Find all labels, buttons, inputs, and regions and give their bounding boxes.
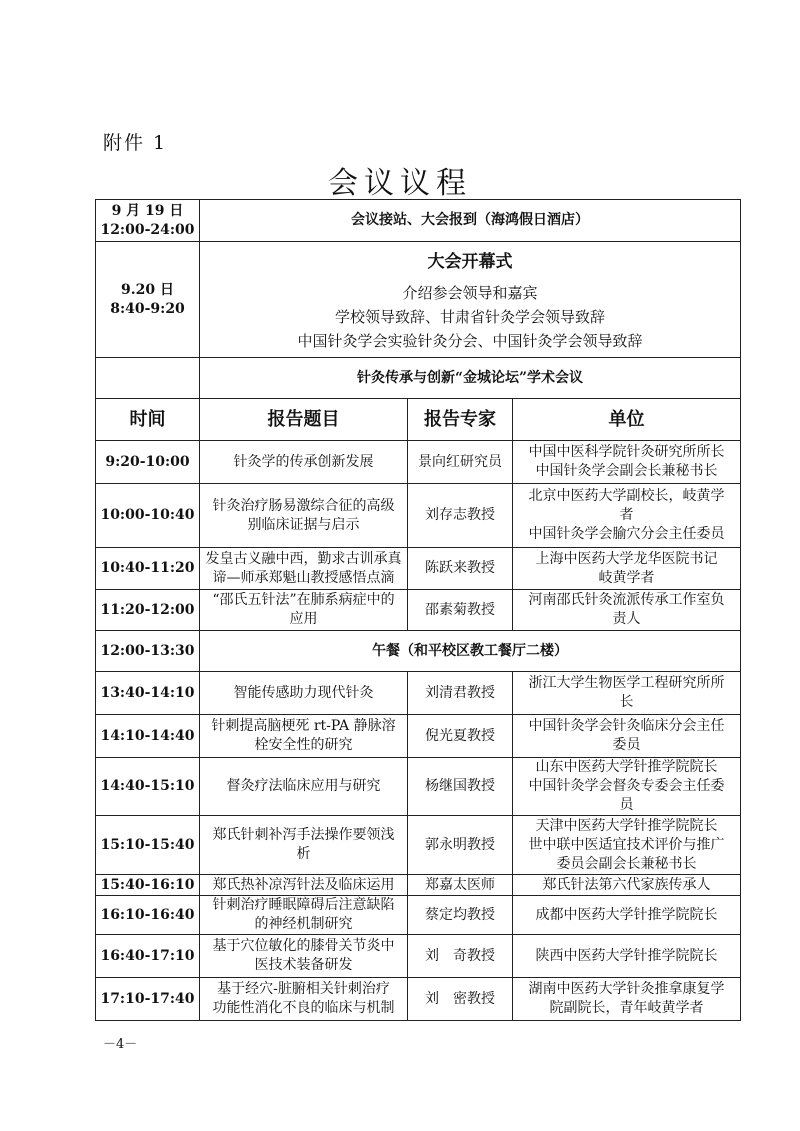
session-unit	[513, 758, 741, 816]
unit-line: 长	[619, 694, 634, 710]
session-time: 11:20-12:00	[96, 590, 200, 631]
opening-line: 中国针灸学会实验针灸分会、中国针灸学会领导致辞	[297, 331, 643, 350]
page-title: 会议议程	[328, 166, 472, 201]
topic-line: 功能性消化不良的临床与机制	[212, 1000, 395, 1016]
arrival-datetime	[96, 200, 200, 242]
arrival-time: 12:00-24:00	[100, 221, 195, 238]
table-row	[96, 758, 741, 816]
unit-line: 中国针灸学会针灸临床分会主任	[528, 718, 725, 734]
topic-line: 析	[296, 846, 311, 862]
arrival-date: 9 月 19 日	[111, 202, 184, 219]
unit-line: 责人	[612, 611, 641, 627]
lunch-row	[96, 631, 741, 672]
table-row	[96, 875, 741, 896]
session-topic	[200, 896, 408, 935]
session-topic	[200, 590, 408, 631]
session-time: 17:10-17:40	[96, 978, 200, 1021]
unit-line: 院副院长，青年岐黄学者	[549, 1000, 704, 1016]
unit-line: 者	[619, 507, 634, 523]
session-unit	[513, 896, 741, 935]
session-topic	[200, 715, 408, 758]
unit-line: 世中联中医适宜技术评价与推广	[528, 836, 725, 853]
session-topic	[200, 548, 408, 590]
unit-line: 陕西中医药大学针推学院院长	[535, 947, 718, 964]
session-topic	[200, 758, 408, 816]
session-time: 15:10-15:40	[96, 816, 200, 875]
session-time: 16:40-17:10	[96, 935, 200, 978]
unit-line: 委员会副会长兼秘书长	[556, 855, 697, 872]
table-row	[96, 548, 741, 590]
unit-line: 河南邵氏针灸流派传承工作室负	[528, 592, 725, 608]
session-speaker: 刘 奇教授	[408, 935, 513, 978]
table-row	[96, 896, 741, 935]
session-topic	[200, 875, 408, 896]
topic-line: 栓安全性的研究	[254, 737, 353, 753]
session-speaker: 蔡定均教授	[408, 896, 513, 935]
session-unit	[513, 672, 741, 715]
topic-line: 别临床证据与启示	[247, 516, 360, 533]
session-time: 10:40-11:20	[96, 548, 200, 590]
session-speaker: 杨继国教授	[408, 758, 513, 816]
table-row	[96, 441, 741, 484]
unit-line: 郑氏针法第六代家族传承人	[542, 876, 711, 893]
header-time: 时间	[96, 399, 200, 441]
session-time: 9:20-10:00	[96, 441, 200, 484]
table-row	[96, 978, 741, 1021]
opening-row	[96, 242, 741, 358]
session-speaker: 郑嘉太医师	[408, 875, 513, 896]
topic-line: 针灸治疗肠易激综合征的高级	[212, 497, 395, 514]
forum-row	[96, 358, 741, 399]
table-row	[96, 672, 741, 715]
session-speaker: 刘清君教授	[408, 672, 513, 715]
topic-line: 督灸疗法临床应用与研究	[226, 778, 381, 794]
session-time: 13:40-14:10	[96, 672, 200, 715]
topic-line: 郑氏针刺补泻手法操作要领浅	[212, 827, 395, 843]
session-time: 15:40-16:10	[96, 875, 200, 896]
topic-line: “邵氏五针法”在肺系病症中的	[212, 592, 395, 608]
table-row	[96, 816, 741, 875]
session-speaker: 刘 密教授	[408, 978, 513, 1021]
session-speaker: 邵素菊教授	[408, 590, 513, 631]
unit-line: 上海中医药大学龙华医院书记	[535, 550, 718, 567]
topic-line: 发皇古义融中西，勤求古训承真	[205, 550, 402, 567]
topic-line: 的神经机制研究	[254, 916, 353, 932]
session-time: 14:10-14:40	[96, 715, 200, 758]
session-unit	[513, 935, 741, 978]
table-row	[96, 484, 741, 548]
session-speaker: 郭永明教授	[408, 816, 513, 875]
header-topic: 报告题目	[200, 399, 408, 441]
unit-line: 中国中医科学院针灸研究所所长	[528, 444, 725, 460]
opening-time: 8:40-9:20	[110, 300, 185, 317]
session-topic	[200, 816, 408, 875]
unit-line: 北京中医药大学副校长，岐黄学	[528, 488, 725, 504]
unit-line: 员	[619, 797, 634, 813]
topic-line: 针灸学的传承创新发展	[233, 453, 374, 470]
opening-date: 9.20 日	[121, 281, 174, 298]
topic-line: 针刺治疗睡眠障碍后注意缺陷	[212, 897, 395, 913]
topic-line: 应用	[289, 611, 318, 627]
arrival-text: 会议接站、大会报到（海鸿假日酒店）	[200, 200, 741, 242]
session-time: 14:40-15:10	[96, 758, 200, 816]
annex-label: 附件 1	[103, 132, 168, 154]
table-row	[96, 935, 741, 978]
forum-title: 针灸传承与创新“金城论坛”学术会议	[200, 358, 741, 399]
session-speaker: 景向红研究员	[408, 441, 513, 484]
unit-line: 山东中医药大学针推学院院长	[535, 759, 718, 775]
unit-line: 天津中医药大学针推学院院长	[535, 817, 718, 834]
session-speaker: 刘存志教授	[408, 484, 513, 548]
session-topic	[200, 484, 408, 548]
opening-datetime	[96, 242, 200, 358]
topic-line: 基于经穴-脏腑相关针刺治疗	[217, 981, 390, 997]
session-topic	[200, 978, 408, 1021]
unit-line: 中国针灸学会副会长兼秘书长	[535, 463, 718, 479]
lunch-text: 午餐（和平校区教工餐厅二楼）	[200, 631, 741, 672]
unit-line: 岐黄学者	[598, 569, 655, 586]
topic-line: 智能传感助力现代针灸	[233, 684, 374, 701]
session-time: 10:00-10:40	[96, 484, 200, 548]
session-unit	[513, 715, 741, 758]
session-unit	[513, 816, 741, 875]
session-unit	[513, 590, 741, 631]
session-unit	[513, 441, 741, 484]
topic-line: 医技术装备研发	[254, 957, 353, 973]
opening-line: 学校领导致辞、甘肃省针灸学会领导致辞	[335, 307, 606, 326]
unit-line: 成都中医药大学针推学院院长	[535, 906, 718, 923]
topic-line: 谛—师承郑魁山教授感悟点滴	[212, 569, 395, 586]
table-row	[96, 715, 741, 758]
session-unit	[513, 548, 741, 590]
opening-line: 介绍参会领导和嘉宾	[402, 283, 538, 302]
session-topic	[200, 672, 408, 715]
session-speaker: 倪光夏教授	[408, 715, 513, 758]
topic-line: 针刺提高脑梗死 rt-PA 静脉溶	[211, 718, 396, 734]
unit-line: 湖南中医药大学针灸推拿康复学	[528, 981, 725, 997]
session-unit	[513, 978, 741, 1021]
forum-empty-cell	[96, 358, 200, 399]
opening-title: 大会开幕式	[427, 251, 513, 272]
table-row	[96, 590, 741, 631]
session-topic	[200, 441, 408, 484]
session-time: 16:10-16:40	[96, 896, 200, 935]
table-header-row	[96, 399, 741, 441]
lunch-time: 12:00-13:30	[96, 631, 200, 672]
unit-line: 中国针灸学会督灸专委会主任委	[528, 778, 725, 794]
agenda-table	[95, 199, 741, 1021]
session-topic	[200, 935, 408, 978]
arrival-row	[96, 200, 741, 242]
header-speaker: 报告专家	[408, 399, 513, 441]
header-unit: 单位	[513, 399, 741, 441]
session-unit	[513, 875, 741, 896]
unit-line: 委员	[612, 737, 641, 753]
page-number: －4－	[103, 1037, 138, 1052]
session-unit	[513, 484, 741, 548]
topic-line: 郑氏热补凉泻针法及临床运用	[212, 876, 395, 893]
topic-line: 基于穴位敏化的膝骨关节炎中	[212, 938, 395, 954]
opening-ceremony	[200, 242, 741, 358]
unit-line: 浙江大学生物医学工程研究所所	[528, 675, 725, 691]
unit-line: 中国针灸学会腧穴分会主任委员	[528, 526, 725, 542]
session-speaker: 陈跃来教授	[408, 548, 513, 590]
